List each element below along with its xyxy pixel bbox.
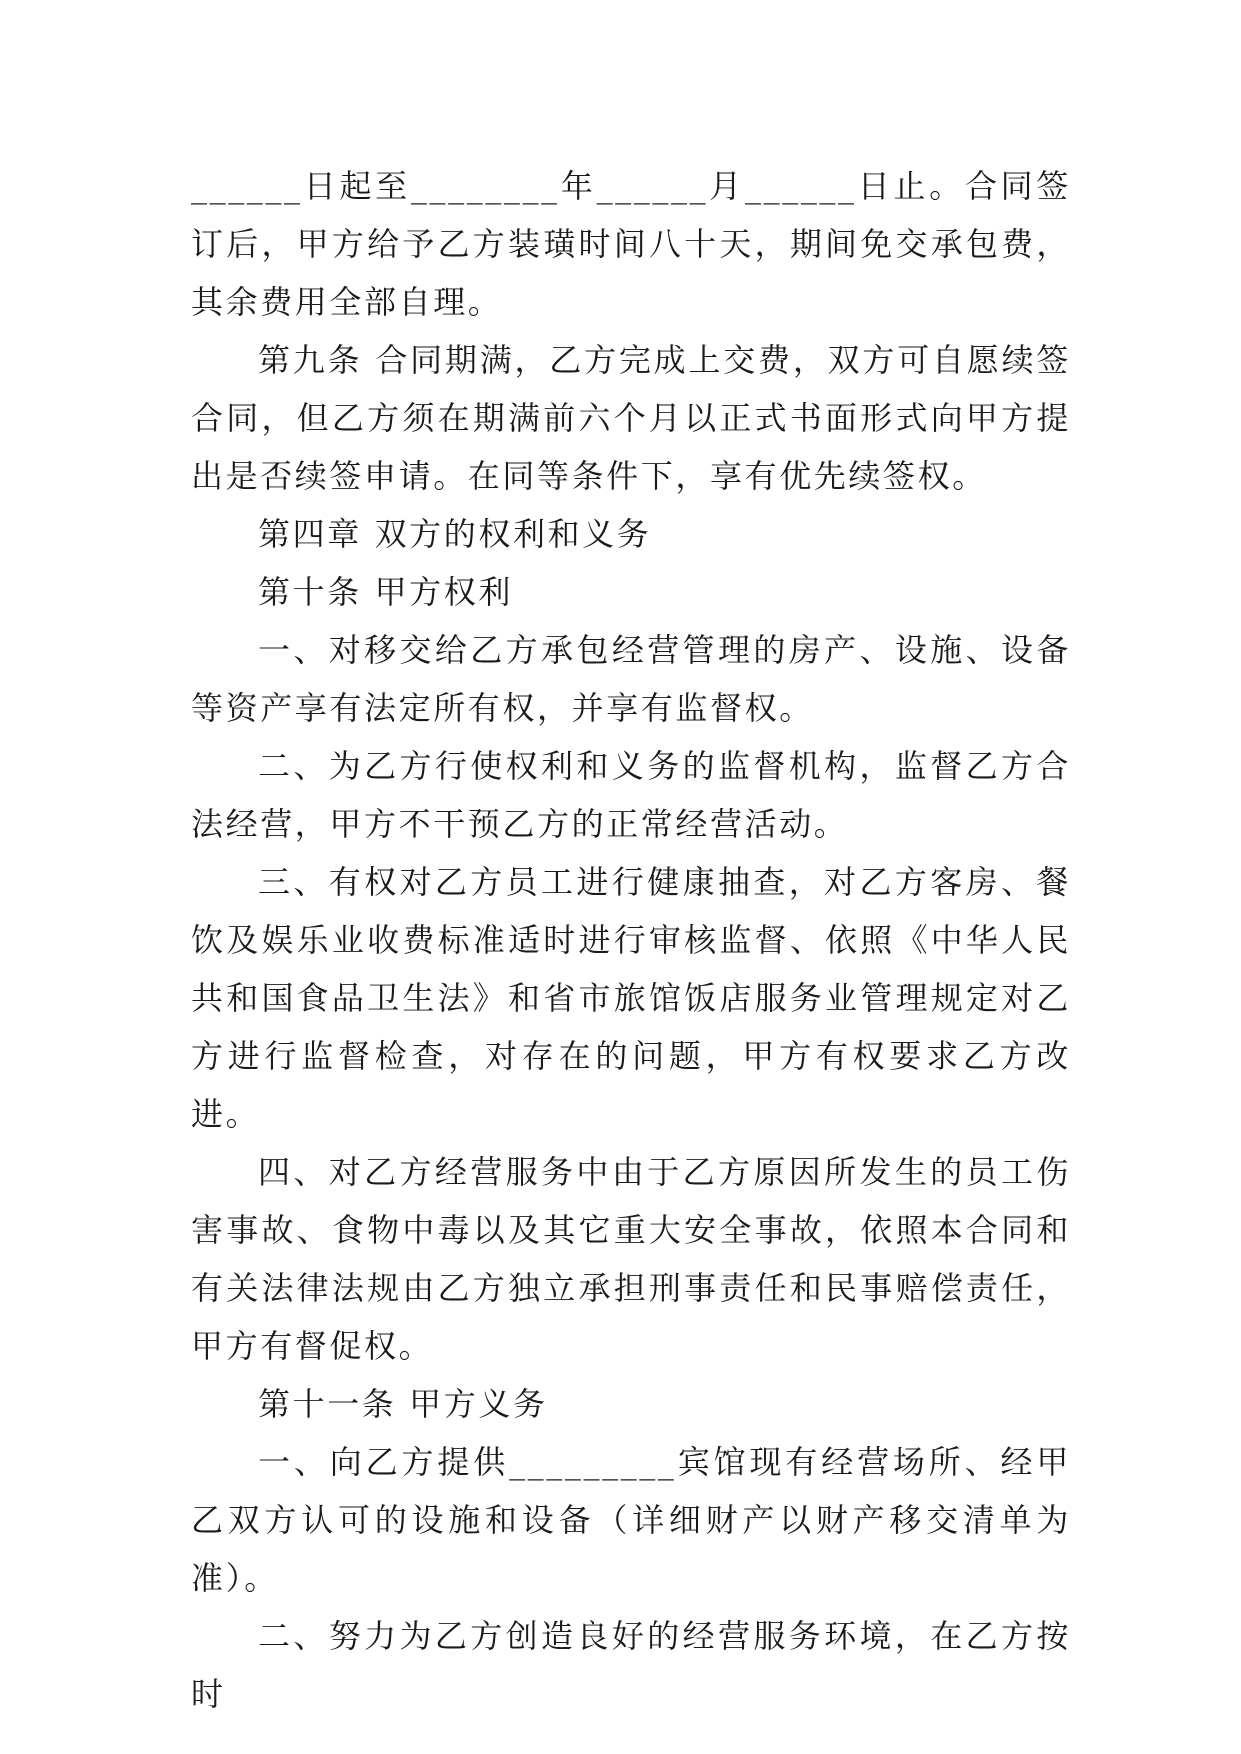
chapter-heading-4: 第四章 双方的权利和义务 (258, 515, 652, 553)
paragraph-article-10-item-4: 四、对乙方经营服务中由于乙方原因所发生的员工伤害事故、食物中毒以及其它重大安全事故，依照本合同和有关法律法规由乙方独立承担刑事责任和民事赔偿责任，甲方有督促权。 (191, 1153, 1071, 1365)
paragraph-article-10-item-2: 二、为乙方行使权利和义务的监督机构，监督乙方合法经营，甲方不干预乙方的正常经营活动。 (191, 747, 1071, 843)
paragraph-article-11-item-1: 一、向乙方提供_________宾馆现有经营场所、经甲乙双方认可的设施和设备（详细财产以财产移交清单为准）。 (191, 1443, 1071, 1597)
paragraph-article-10-item-3: 三、有权对乙方员工进行健康抽查，对乙方客房、餐饮及娱乐业收费标准适时进行审核监督、依照《中华人民共和国食品卫生法》和省市旅馆饭店服务业管理规定对乙方进行监督检查，对存在的问题，甲方有权要求乙方改进。 (191, 863, 1071, 1133)
paragraph-article-11-item-2: 二、努力为乙方创造良好的经营服务环境，在乙方按时 (191, 1617, 1071, 1713)
paragraph-article-9: 第九条 合同期满，乙方完成上交费，双方可自愿续签合同，但乙方须在期满前六个月以正式书面形式向甲方提出是否续签申请。在同等条件下，享有优先续签权。 (191, 341, 1071, 495)
article-heading-11: 第十一条 甲方义务 (258, 1385, 548, 1423)
paragraph-article-10-item-1: 一、对移交给乙方承包经营管理的房产、设施、设备等资产享有法定所有权，并享有监督权。 (191, 631, 1071, 727)
document-body (191, 157, 1071, 1723)
article-heading-10: 第十条 甲方权利 (258, 573, 513, 611)
paragraph-term-dates: ______日起至________年______月______日止。合同签订后，甲方给予乙方装璜时间八十天，期间免交承包费，其余费用全部自理。 (191, 167, 1071, 321)
